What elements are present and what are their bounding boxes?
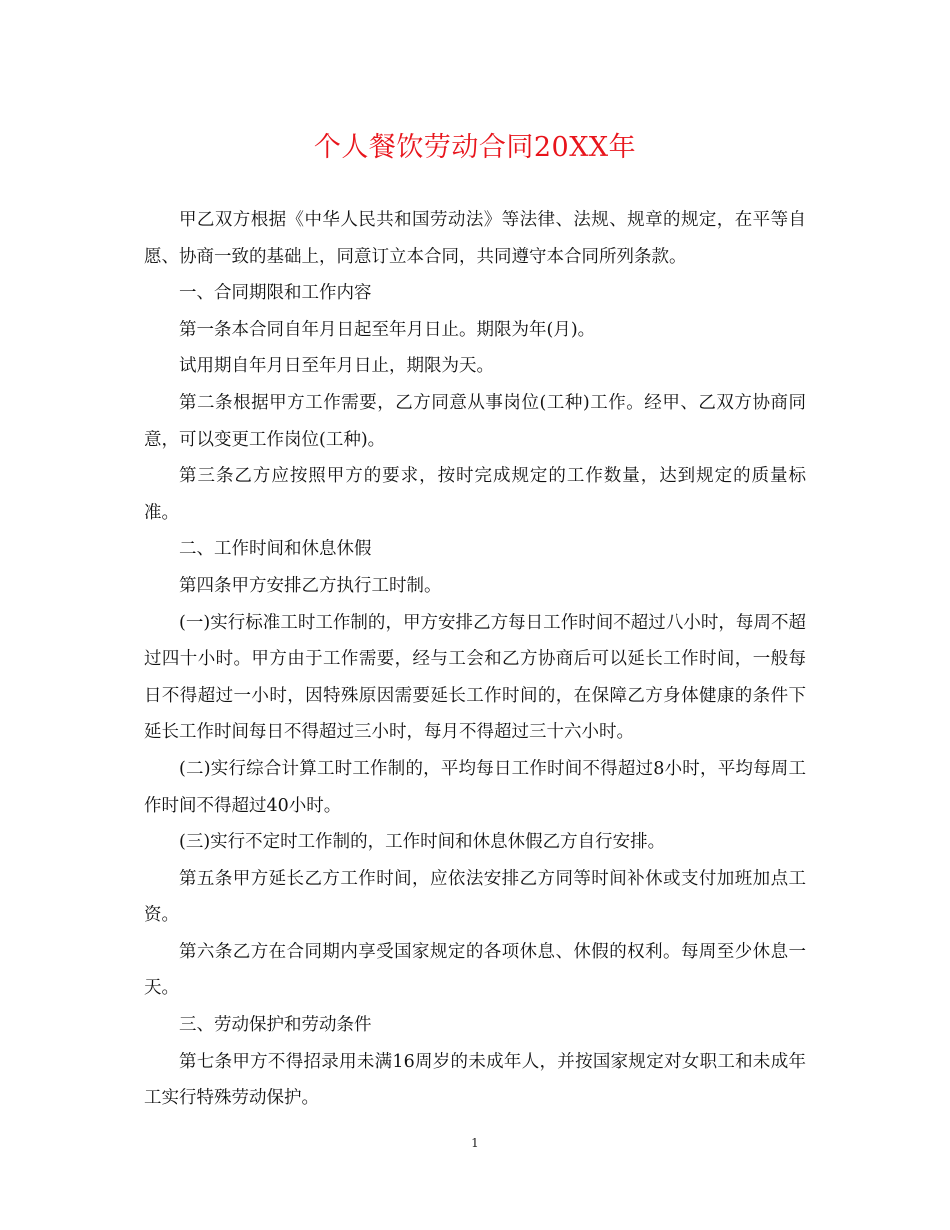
paragraph-article-3: 第三条乙方应按照甲方的要求，按时完成规定的工作数量，达到规定的质量标准。 <box>144 466 806 523</box>
paragraph-article-4: 第四条甲方安排乙方执行工时制。 <box>179 575 442 596</box>
paragraph-article-1: 第一条本合同自年月日起至年月日止。期限为年(月)。 <box>179 319 596 340</box>
paragraph-comprehensive-hours: (二)实行综合计算工时工作制的，平均每日工作时间不得超过8小时，平均每周工作时间不得超过40小时。 <box>144 758 806 816</box>
paragraph-standard-hours: (一)实行标准工时工作制的，甲方安排乙方每日工作时间不超过八小时，每周不超过四十小时。甲方由于工作需要，经与工会和乙方协商后可以延长工作时间，一般每日不得超过一小时，因特殊原因需要延长工作时间的，在保障乙方身体健康的条件下延长工作时间每日不得超过三小时，每月不得超过三十六小时。 <box>144 612 806 743</box>
paragraph-article-5: 第五条甲方延长乙方工作时间，应依法安排乙方同等时间补休或支付加班加点工资。 <box>144 868 806 926</box>
paragraph-article-6: 第六条乙方在合同期内享受国家规定的各项休息、休假的权利。每周至少休息一天。 <box>144 941 806 999</box>
paragraph-article-7: 第七条甲方不得招录用未满16周岁的未成年人，并按国家规定对女职工和未成年工实行特殊劳动保护。 <box>144 1051 806 1109</box>
paragraph-flexible-hours: (三)实行不定时工作制的，工作时间和休息休假乙方自行安排。 <box>179 832 666 853</box>
page-number: 1 <box>471 1136 479 1150</box>
paragraph-article-2: 第二条根据甲方工作需要，乙方同意从事岗位(工种)工作。经甲、乙双方协商同意，可以变更工作岗位(工种)。 <box>144 392 806 450</box>
section-heading-2: 二、工作时间和休息休假 <box>179 539 372 560</box>
document-title: 个人餐饮劳动合同20XX年 <box>313 132 637 163</box>
paragraph-probation: 试用期自年月日至年月日止，期限为天。 <box>179 356 494 377</box>
document-body <box>144 202 806 1117</box>
section-heading-3: 三、劳动保护和劳动条件 <box>179 1015 372 1036</box>
paragraph-intro: 甲乙双方根据《中华人民共和国劳动法》等法律、法规、规章的规定，在平等自愿、协商一致的基础上，同意订立本合同，共同遵守本合同所列条款。 <box>144 210 806 267</box>
section-heading-1: 一、合同期限和工作内容 <box>179 283 372 304</box>
